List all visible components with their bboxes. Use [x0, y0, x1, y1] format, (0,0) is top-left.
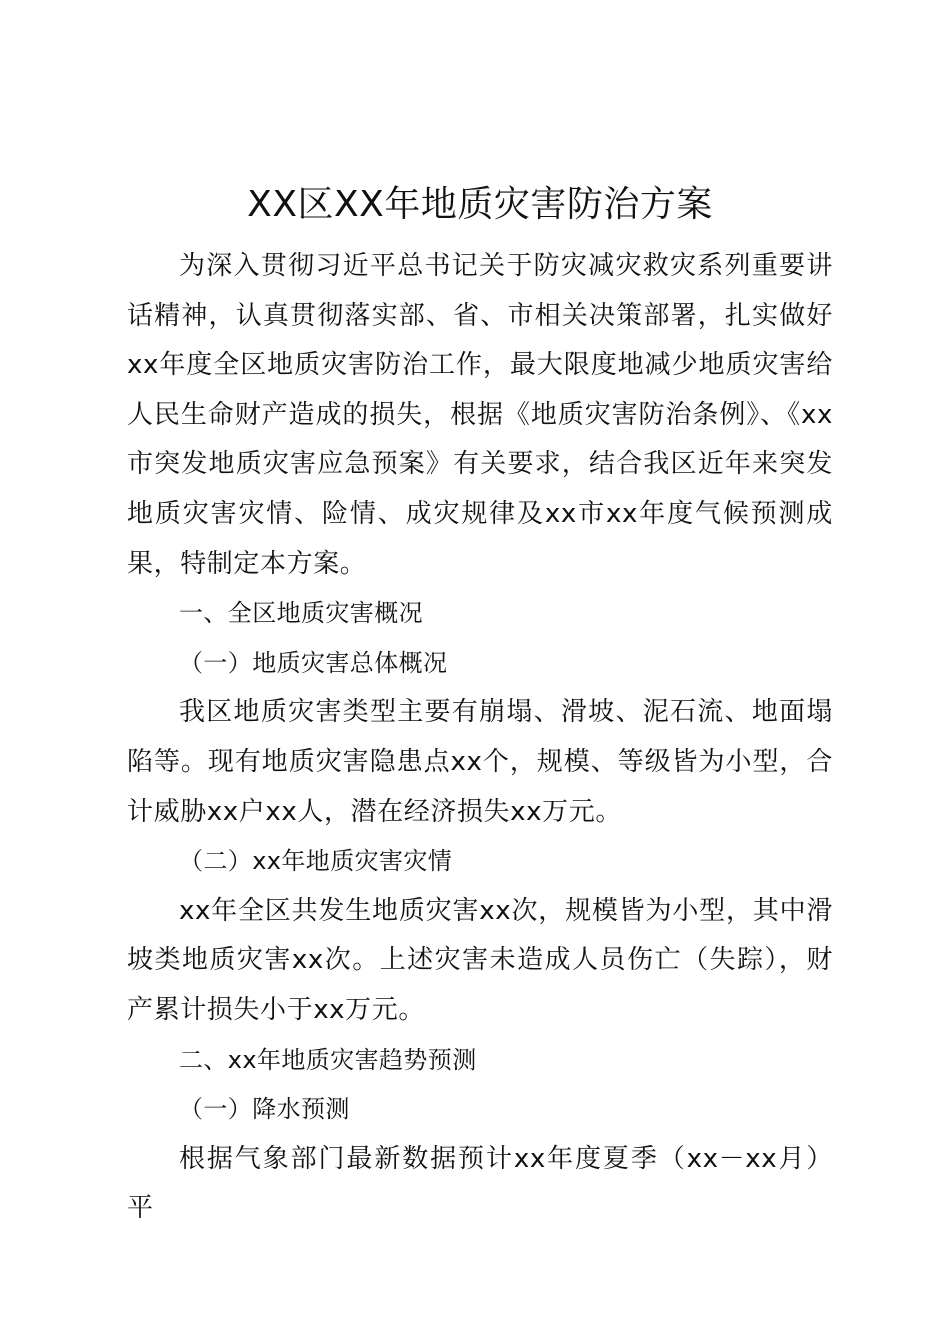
section-2-heading: 二、xx年地质灾害趋势预测	[179, 1045, 477, 1074]
section-1-sub-1-heading: （一）地质灾害总体概况	[179, 648, 448, 677]
section-1-sub-2-heading: （二）xx年地质灾害灾情	[179, 847, 453, 876]
document-title: XX区XX年地质灾害防治方案	[247, 184, 713, 225]
section-2-sub-1-paragraph: 根据气象部门最新数据预计xx年度夏季（xx－xx月）平	[127, 1143, 833, 1224]
section-1-heading: 一、全区地质灾害概况	[179, 599, 423, 628]
section-1-sub-2-paragraph: xx年全区共发生地质灾害xx次，规模皆为小型，其中滑坡类地质灾害xx次。上述灾害未造成人员伤亡（失踪），财产累计损失小于xx万元。	[127, 895, 833, 1025]
intro-paragraph: 为深入贯彻习近平总书记关于防灾减灾救灾系列重要讲话精神，认真贯彻落实部、省、市相关决策部署，扎实做好xx年度全区地质灾害防治工作，最大限度地减少地质灾害给人民生命财产造成的损失，根据《地质灾害防治条例》、《xx市突发地质灾害应急预案》有关要求，结合我区近年来突发地质灾害灾情、险情、成灾规律及xx市xx年度气候预测成果，特制定本方案。	[127, 251, 833, 579]
document-page	[127, 180, 833, 1234]
section-2-sub-1-heading: （一）降水预测	[179, 1095, 350, 1124]
section-1-sub-1-paragraph: 我区地质灾害类型主要有崩塌、滑坡、泥石流、地面塌陷等。现有地质灾害隐患点xx个，规模、等级皆为小型，合计威胁xx户xx人，潜在经济损失xx万元。	[127, 697, 833, 827]
